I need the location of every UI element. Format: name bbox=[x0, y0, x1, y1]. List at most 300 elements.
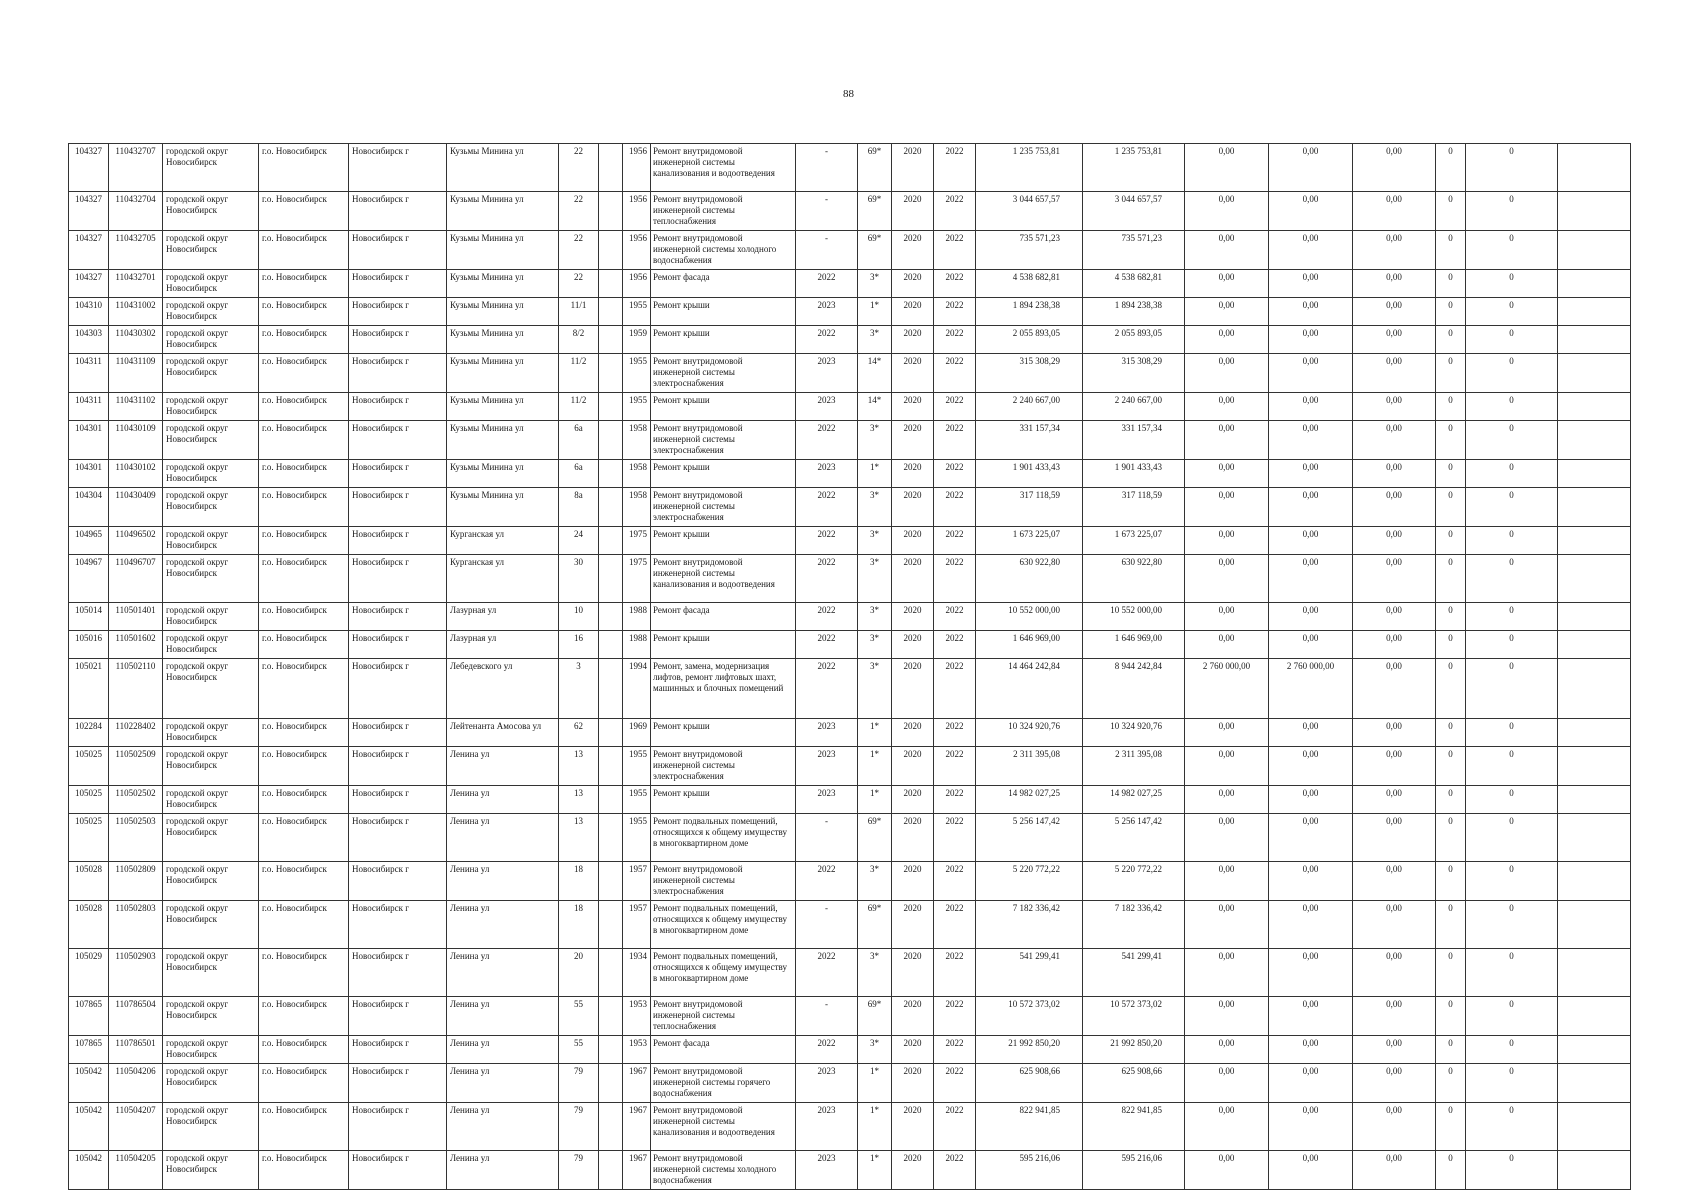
cell-locality: Новосибирск г bbox=[349, 192, 447, 231]
cell-house-id: 105028 bbox=[69, 901, 109, 949]
cell-municipality: городской округ Новосибирск bbox=[163, 603, 259, 631]
cell-build-year: 1958 bbox=[623, 488, 651, 527]
cell-build-year: 1988 bbox=[623, 603, 651, 631]
cell-local-cost: 0,00 bbox=[1353, 719, 1436, 747]
cell-plan-year: 2023 bbox=[796, 786, 858, 814]
cell-regional-cost: 0,00 bbox=[1269, 719, 1353, 747]
cell-municipality: городской округ Новосибирск bbox=[163, 814, 259, 862]
cell-element-id: 110431002 bbox=[109, 298, 163, 326]
cell-plan-year: 2023 bbox=[796, 354, 858, 393]
cell-end-year: 2022 bbox=[934, 1036, 976, 1064]
cell-building bbox=[599, 555, 623, 603]
cell-fund-cost: 5 220 772,22 bbox=[1083, 862, 1185, 901]
cell-total-cost: 14 982 027,25 bbox=[976, 786, 1083, 814]
cell-fund-cost: 735 571,23 bbox=[1083, 231, 1185, 270]
cell-municipal-district: г.о. Новосибирск bbox=[259, 393, 349, 421]
cell-building bbox=[599, 862, 623, 901]
cell-build-year: 1969 bbox=[623, 719, 651, 747]
cell-other-cost: 0 bbox=[1466, 144, 1558, 192]
cell-fund-cost: 8 944 242,84 bbox=[1083, 659, 1185, 719]
cell-building bbox=[599, 144, 623, 192]
cell-municipal-district: г.о. Новосибирск bbox=[259, 231, 349, 270]
cell-municipality: городской округ Новосибирск bbox=[163, 488, 259, 527]
cell-house-id: 104311 bbox=[69, 393, 109, 421]
cell-budget-cost: 0,00 bbox=[1185, 862, 1269, 901]
cell-street: Кузьмы Минина ул bbox=[447, 144, 559, 192]
cell-local-cost: 0,00 bbox=[1353, 555, 1436, 603]
cell-locality: Новосибирск г bbox=[349, 1064, 447, 1103]
cell-other-cost: 0 bbox=[1466, 814, 1558, 862]
cell-protocol: 3* bbox=[858, 421, 892, 460]
cell-municipality: городской округ Новосибирск bbox=[163, 527, 259, 555]
cell-plan-year: 2022 bbox=[796, 631, 858, 659]
cell-house-id: 105042 bbox=[69, 1103, 109, 1151]
cell-end-year: 2022 bbox=[934, 603, 976, 631]
cell-local-cost: 0,00 bbox=[1353, 298, 1436, 326]
cell-note bbox=[1558, 555, 1631, 603]
cell-fund-cost: 10 572 373,02 bbox=[1083, 997, 1185, 1036]
cell-protocol: 69* bbox=[858, 231, 892, 270]
cell-work-type: Ремонт внутридомовой инженерной системы электроснабжения bbox=[651, 421, 796, 460]
cell-owners-cost: 0 bbox=[1436, 192, 1466, 231]
cell-budget-cost: 0,00 bbox=[1185, 460, 1269, 488]
cell-fund-cost: 630 922,80 bbox=[1083, 555, 1185, 603]
cell-plan-year: 2022 bbox=[796, 949, 858, 997]
cell-regional-cost: 0,00 bbox=[1269, 862, 1353, 901]
cell-total-cost: 21 992 850,20 bbox=[976, 1036, 1083, 1064]
cell-house-number: 18 bbox=[559, 862, 599, 901]
cell-budget-cost: 0,00 bbox=[1185, 603, 1269, 631]
cell-local-cost: 0,00 bbox=[1353, 603, 1436, 631]
cell-house-number: 22 bbox=[559, 192, 599, 231]
cell-work-type: Ремонт внутридомовой инженерной системы холодного водоснабжения bbox=[651, 1151, 796, 1190]
cell-note bbox=[1558, 270, 1631, 298]
cell-municipal-district: г.о. Новосибирск bbox=[259, 901, 349, 949]
cell-house-number: 11/1 bbox=[559, 298, 599, 326]
cell-work-type: Ремонт внутридомовой инженерной системы электроснабжения bbox=[651, 354, 796, 393]
cell-regional-cost: 0,00 bbox=[1269, 786, 1353, 814]
cell-budget-cost: 0,00 bbox=[1185, 326, 1269, 354]
cell-municipality: городской округ Новосибирск bbox=[163, 298, 259, 326]
cell-other-cost: 0 bbox=[1466, 631, 1558, 659]
cell-work-type: Ремонт внутридомовой инженерной системы холодного водоснабжения bbox=[651, 231, 796, 270]
cell-plan-year: 2023 bbox=[796, 1151, 858, 1190]
cell-regional-cost: 0,00 bbox=[1269, 997, 1353, 1036]
cell-locality: Новосибирск г bbox=[349, 270, 447, 298]
cell-municipal-district: г.о. Новосибирск bbox=[259, 488, 349, 527]
cell-locality: Новосибирск г bbox=[349, 747, 447, 786]
cell-start-year: 2020 bbox=[892, 270, 934, 298]
cell-house-number: 22 bbox=[559, 231, 599, 270]
cell-street: Ленина ул bbox=[447, 949, 559, 997]
cell-build-year: 1934 bbox=[623, 949, 651, 997]
cell-street: Кузьмы Минина ул bbox=[447, 393, 559, 421]
cell-building bbox=[599, 1103, 623, 1151]
cell-owners-cost: 0 bbox=[1436, 488, 1466, 527]
cell-regional-cost: 0,00 bbox=[1269, 298, 1353, 326]
cell-start-year: 2020 bbox=[892, 1036, 934, 1064]
cell-street: Кузьмы Минина ул bbox=[447, 270, 559, 298]
cell-municipality: городской округ Новосибирск bbox=[163, 862, 259, 901]
cell-other-cost: 0 bbox=[1466, 719, 1558, 747]
cell-street: Кузьмы Минина ул bbox=[447, 326, 559, 354]
cell-house-id: 104967 bbox=[69, 555, 109, 603]
cell-fund-cost: 14 982 027,25 bbox=[1083, 786, 1185, 814]
cell-locality: Новосибирск г bbox=[349, 1036, 447, 1064]
cell-regional-cost: 0,00 bbox=[1269, 354, 1353, 393]
cell-note bbox=[1558, 901, 1631, 949]
cell-street: Ленина ул bbox=[447, 786, 559, 814]
cell-protocol: 69* bbox=[858, 192, 892, 231]
cell-house-id: 105042 bbox=[69, 1151, 109, 1190]
cell-element-id: 110496502 bbox=[109, 527, 163, 555]
cell-municipality: городской округ Новосибирск bbox=[163, 144, 259, 192]
cell-build-year: 1958 bbox=[623, 460, 651, 488]
cell-building bbox=[599, 814, 623, 862]
cell-plan-year: - bbox=[796, 231, 858, 270]
cell-house-id: 105025 bbox=[69, 786, 109, 814]
cell-start-year: 2020 bbox=[892, 814, 934, 862]
cell-total-cost: 1 646 969,00 bbox=[976, 631, 1083, 659]
cell-note bbox=[1558, 354, 1631, 393]
cell-plan-year: 2023 bbox=[796, 747, 858, 786]
cell-owners-cost: 0 bbox=[1436, 862, 1466, 901]
cell-house-id: 104301 bbox=[69, 460, 109, 488]
cell-start-year: 2020 bbox=[892, 747, 934, 786]
cell-municipal-district: г.о. Новосибирск bbox=[259, 270, 349, 298]
cell-start-year: 2020 bbox=[892, 786, 934, 814]
cell-municipality: городской округ Новосибирск bbox=[163, 421, 259, 460]
cell-street: Лазурная ул bbox=[447, 631, 559, 659]
cell-build-year: 1955 bbox=[623, 747, 651, 786]
cell-work-type: Ремонт внутридомовой инженерной системы теплоснабжения bbox=[651, 192, 796, 231]
cell-house-number: 13 bbox=[559, 786, 599, 814]
cell-start-year: 2020 bbox=[892, 997, 934, 1036]
cell-protocol: 3* bbox=[858, 488, 892, 527]
cell-owners-cost: 0 bbox=[1436, 1064, 1466, 1103]
cell-protocol: 3* bbox=[858, 631, 892, 659]
cell-budget-cost: 0,00 bbox=[1185, 298, 1269, 326]
cell-fund-cost: 1 894 238,38 bbox=[1083, 298, 1185, 326]
cell-locality: Новосибирск г bbox=[349, 1151, 447, 1190]
cell-house-number: 6а bbox=[559, 421, 599, 460]
cell-street: Курганская ул bbox=[447, 527, 559, 555]
cell-element-id: 110502809 bbox=[109, 862, 163, 901]
cell-house-id: 104311 bbox=[69, 354, 109, 393]
cell-other-cost: 0 bbox=[1466, 1036, 1558, 1064]
cell-protocol: 1* bbox=[858, 1064, 892, 1103]
cell-build-year: 1958 bbox=[623, 421, 651, 460]
cell-budget-cost: 0,00 bbox=[1185, 231, 1269, 270]
cell-plan-year: 2022 bbox=[796, 421, 858, 460]
table-row bbox=[69, 460, 1631, 488]
cell-building bbox=[599, 786, 623, 814]
cell-regional-cost: 0,00 bbox=[1269, 1103, 1353, 1151]
cell-total-cost: 3 044 657,57 bbox=[976, 192, 1083, 231]
cell-work-type: Ремонт внутридомовой инженерной системы электроснабжения bbox=[651, 488, 796, 527]
cell-start-year: 2020 bbox=[892, 1103, 934, 1151]
cell-element-id: 110502503 bbox=[109, 814, 163, 862]
cell-build-year: 1953 bbox=[623, 1036, 651, 1064]
cell-work-type: Ремонт подвальных помещений, относящихся к общему имуществу в многоквартирном доме bbox=[651, 901, 796, 949]
cell-fund-cost: 4 538 682,81 bbox=[1083, 270, 1185, 298]
cell-end-year: 2022 bbox=[934, 786, 976, 814]
cell-element-id: 110431109 bbox=[109, 354, 163, 393]
cell-note bbox=[1558, 144, 1631, 192]
cell-total-cost: 315 308,29 bbox=[976, 354, 1083, 393]
cell-house-number: 22 bbox=[559, 144, 599, 192]
table-row bbox=[69, 1036, 1631, 1064]
table-row bbox=[69, 231, 1631, 270]
cell-fund-cost: 1 646 969,00 bbox=[1083, 631, 1185, 659]
cell-total-cost: 1 894 238,38 bbox=[976, 298, 1083, 326]
cell-fund-cost: 1 673 225,07 bbox=[1083, 527, 1185, 555]
cell-regional-cost: 0,00 bbox=[1269, 901, 1353, 949]
cell-end-year: 2022 bbox=[934, 1064, 976, 1103]
cell-owners-cost: 0 bbox=[1436, 997, 1466, 1036]
cell-end-year: 2022 bbox=[934, 192, 976, 231]
cell-regional-cost: 0,00 bbox=[1269, 631, 1353, 659]
cell-municipal-district: г.о. Новосибирск bbox=[259, 862, 349, 901]
cell-regional-cost: 0,00 bbox=[1269, 814, 1353, 862]
cell-building bbox=[599, 997, 623, 1036]
cell-house-id: 105025 bbox=[69, 747, 109, 786]
cell-building bbox=[599, 949, 623, 997]
cell-owners-cost: 0 bbox=[1436, 326, 1466, 354]
cell-element-id: 110786504 bbox=[109, 997, 163, 1036]
cell-work-type: Ремонт внутридомовой инженерной системы канализования и водоотведения bbox=[651, 144, 796, 192]
cell-note bbox=[1558, 631, 1631, 659]
cell-house-id: 105014 bbox=[69, 603, 109, 631]
cell-municipality: городской округ Новосибирск bbox=[163, 949, 259, 997]
cell-building bbox=[599, 1151, 623, 1190]
cell-element-id: 110501602 bbox=[109, 631, 163, 659]
cell-house-id: 104327 bbox=[69, 144, 109, 192]
cell-regional-cost: 0,00 bbox=[1269, 393, 1353, 421]
cell-start-year: 2020 bbox=[892, 488, 934, 527]
cell-municipal-district: г.о. Новосибирск bbox=[259, 603, 349, 631]
cell-note bbox=[1558, 786, 1631, 814]
cell-other-cost: 0 bbox=[1466, 488, 1558, 527]
cell-owners-cost: 0 bbox=[1436, 786, 1466, 814]
cell-end-year: 2022 bbox=[934, 527, 976, 555]
cell-plan-year: 2023 bbox=[796, 719, 858, 747]
cell-start-year: 2020 bbox=[892, 192, 934, 231]
cell-street: Кузьмы Минина ул bbox=[447, 192, 559, 231]
cell-total-cost: 735 571,23 bbox=[976, 231, 1083, 270]
cell-regional-cost: 0,00 bbox=[1269, 231, 1353, 270]
cell-build-year: 1959 bbox=[623, 326, 651, 354]
cell-total-cost: 822 941,85 bbox=[976, 1103, 1083, 1151]
cell-owners-cost: 0 bbox=[1436, 393, 1466, 421]
cell-build-year: 1953 bbox=[623, 997, 651, 1036]
cell-budget-cost: 0,00 bbox=[1185, 421, 1269, 460]
cell-local-cost: 0,00 bbox=[1353, 747, 1436, 786]
cell-element-id: 110430409 bbox=[109, 488, 163, 527]
cell-municipality: городской округ Новосибирск bbox=[163, 631, 259, 659]
cell-owners-cost: 0 bbox=[1436, 144, 1466, 192]
cell-street: Кузьмы Минина ул bbox=[447, 354, 559, 393]
cell-element-id: 110504205 bbox=[109, 1151, 163, 1190]
cell-protocol: 3* bbox=[858, 603, 892, 631]
cell-municipal-district: г.о. Новосибирск bbox=[259, 298, 349, 326]
cell-build-year: 1955 bbox=[623, 393, 651, 421]
cell-budget-cost: 0,00 bbox=[1185, 949, 1269, 997]
cell-work-type: Ремонт внутридомовой инженерной системы горячего водоснабжения bbox=[651, 1064, 796, 1103]
cell-note bbox=[1558, 747, 1631, 786]
cell-protocol: 14* bbox=[858, 393, 892, 421]
cell-end-year: 2022 bbox=[934, 901, 976, 949]
cell-plan-year: 2023 bbox=[796, 298, 858, 326]
cell-other-cost: 0 bbox=[1466, 231, 1558, 270]
cell-build-year: 1955 bbox=[623, 298, 651, 326]
cell-municipality: городской округ Новосибирск bbox=[163, 326, 259, 354]
cell-other-cost: 0 bbox=[1466, 421, 1558, 460]
cell-street: Кузьмы Минина ул bbox=[447, 298, 559, 326]
cell-other-cost: 0 bbox=[1466, 1151, 1558, 1190]
table-row bbox=[69, 488, 1631, 527]
cell-other-cost: 0 bbox=[1466, 862, 1558, 901]
cell-building bbox=[599, 326, 623, 354]
cell-local-cost: 0,00 bbox=[1353, 326, 1436, 354]
cell-budget-cost: 0,00 bbox=[1185, 354, 1269, 393]
cell-fund-cost: 331 157,34 bbox=[1083, 421, 1185, 460]
cell-end-year: 2022 bbox=[934, 144, 976, 192]
cell-local-cost: 0,00 bbox=[1353, 1064, 1436, 1103]
cell-end-year: 2022 bbox=[934, 1103, 976, 1151]
cell-element-id: 110501401 bbox=[109, 603, 163, 631]
cell-building bbox=[599, 460, 623, 488]
cell-other-cost: 0 bbox=[1466, 354, 1558, 393]
cell-total-cost: 317 118,59 bbox=[976, 488, 1083, 527]
cell-owners-cost: 0 bbox=[1436, 659, 1466, 719]
table-row bbox=[69, 555, 1631, 603]
cell-owners-cost: 0 bbox=[1436, 270, 1466, 298]
cell-house-number: 79 bbox=[559, 1103, 599, 1151]
cell-locality: Новосибирск г bbox=[349, 631, 447, 659]
cell-local-cost: 0,00 bbox=[1353, 1151, 1436, 1190]
cell-house-id: 104965 bbox=[69, 527, 109, 555]
cell-plan-year: 2022 bbox=[796, 326, 858, 354]
cell-fund-cost: 10 552 000,00 bbox=[1083, 603, 1185, 631]
cell-house-number: 55 bbox=[559, 997, 599, 1036]
cell-total-cost: 5 220 772,22 bbox=[976, 862, 1083, 901]
cell-build-year: 1967 bbox=[623, 1151, 651, 1190]
cell-work-type: Ремонт крыши bbox=[651, 326, 796, 354]
cell-local-cost: 0,00 bbox=[1353, 144, 1436, 192]
cell-fund-cost: 3 044 657,57 bbox=[1083, 192, 1185, 231]
table-row bbox=[69, 901, 1631, 949]
cell-note bbox=[1558, 997, 1631, 1036]
cell-other-cost: 0 bbox=[1466, 659, 1558, 719]
cell-owners-cost: 0 bbox=[1436, 603, 1466, 631]
cell-budget-cost: 0,00 bbox=[1185, 747, 1269, 786]
cell-fund-cost: 1 901 433,43 bbox=[1083, 460, 1185, 488]
cell-building bbox=[599, 354, 623, 393]
cell-building bbox=[599, 270, 623, 298]
cell-fund-cost: 625 908,66 bbox=[1083, 1064, 1185, 1103]
cell-municipal-district: г.о. Новосибирск bbox=[259, 786, 349, 814]
cell-total-cost: 2 311 395,08 bbox=[976, 747, 1083, 786]
cell-total-cost: 7 182 336,42 bbox=[976, 901, 1083, 949]
cell-protocol: 3* bbox=[858, 862, 892, 901]
cell-plan-year: - bbox=[796, 997, 858, 1036]
cell-house-number: 24 bbox=[559, 527, 599, 555]
cell-municipality: городской округ Новосибирск bbox=[163, 555, 259, 603]
cell-locality: Новосибирск г bbox=[349, 231, 447, 270]
cell-end-year: 2022 bbox=[934, 814, 976, 862]
table-row bbox=[69, 527, 1631, 555]
cell-build-year: 1967 bbox=[623, 1103, 651, 1151]
cell-regional-cost: 0,00 bbox=[1269, 488, 1353, 527]
table-row bbox=[69, 603, 1631, 631]
table-row bbox=[69, 1103, 1631, 1151]
cell-owners-cost: 0 bbox=[1436, 719, 1466, 747]
cell-house-id: 104301 bbox=[69, 421, 109, 460]
cell-street: Ленина ул bbox=[447, 1103, 559, 1151]
cell-protocol: 1* bbox=[858, 1151, 892, 1190]
cell-owners-cost: 0 bbox=[1436, 1103, 1466, 1151]
cell-build-year: 1956 bbox=[623, 192, 651, 231]
cell-municipal-district: г.о. Новосибирск bbox=[259, 747, 349, 786]
cell-house-id: 102284 bbox=[69, 719, 109, 747]
cell-municipality: городской округ Новосибирск bbox=[163, 460, 259, 488]
cell-owners-cost: 0 bbox=[1436, 631, 1466, 659]
table-row bbox=[69, 862, 1631, 901]
cell-plan-year: - bbox=[796, 144, 858, 192]
cell-owners-cost: 0 bbox=[1436, 555, 1466, 603]
cell-plan-year: 2022 bbox=[796, 555, 858, 603]
cell-budget-cost: 0,00 bbox=[1185, 901, 1269, 949]
cell-street: Ленина ул bbox=[447, 901, 559, 949]
table-row bbox=[69, 747, 1631, 786]
cell-end-year: 2022 bbox=[934, 393, 976, 421]
cell-locality: Новосибирск г bbox=[349, 1103, 447, 1151]
cell-end-year: 2022 bbox=[934, 862, 976, 901]
cell-plan-year: 2023 bbox=[796, 460, 858, 488]
cell-municipality: городской округ Новосибирск bbox=[163, 270, 259, 298]
cell-build-year: 1975 bbox=[623, 527, 651, 555]
cell-house-number: 6а bbox=[559, 460, 599, 488]
cell-owners-cost: 0 bbox=[1436, 460, 1466, 488]
cell-end-year: 2022 bbox=[934, 747, 976, 786]
cell-element-id: 110504206 bbox=[109, 1064, 163, 1103]
cell-plan-year: 2022 bbox=[796, 488, 858, 527]
cell-fund-cost: 2 240 667,00 bbox=[1083, 393, 1185, 421]
cell-build-year: 1967 bbox=[623, 1064, 651, 1103]
cell-plan-year: 2022 bbox=[796, 659, 858, 719]
cell-protocol: 69* bbox=[858, 997, 892, 1036]
cell-note bbox=[1558, 814, 1631, 862]
cell-plan-year: 2022 bbox=[796, 527, 858, 555]
cell-budget-cost: 0,00 bbox=[1185, 270, 1269, 298]
cell-municipal-district: г.о. Новосибирск bbox=[259, 1151, 349, 1190]
cell-fund-cost: 10 324 920,76 bbox=[1083, 719, 1185, 747]
cell-protocol: 3* bbox=[858, 326, 892, 354]
cell-regional-cost: 0,00 bbox=[1269, 270, 1353, 298]
cell-house-id: 105042 bbox=[69, 1064, 109, 1103]
table-row bbox=[69, 786, 1631, 814]
table-row bbox=[69, 631, 1631, 659]
cell-start-year: 2020 bbox=[892, 631, 934, 659]
cell-locality: Новосибирск г bbox=[349, 527, 447, 555]
cell-work-type: Ремонт крыши bbox=[651, 460, 796, 488]
cell-other-cost: 0 bbox=[1466, 192, 1558, 231]
cell-locality: Новосибирск г bbox=[349, 421, 447, 460]
cell-street: Курганская ул bbox=[447, 555, 559, 603]
cell-street: Ленина ул bbox=[447, 862, 559, 901]
cell-street: Ленина ул bbox=[447, 747, 559, 786]
